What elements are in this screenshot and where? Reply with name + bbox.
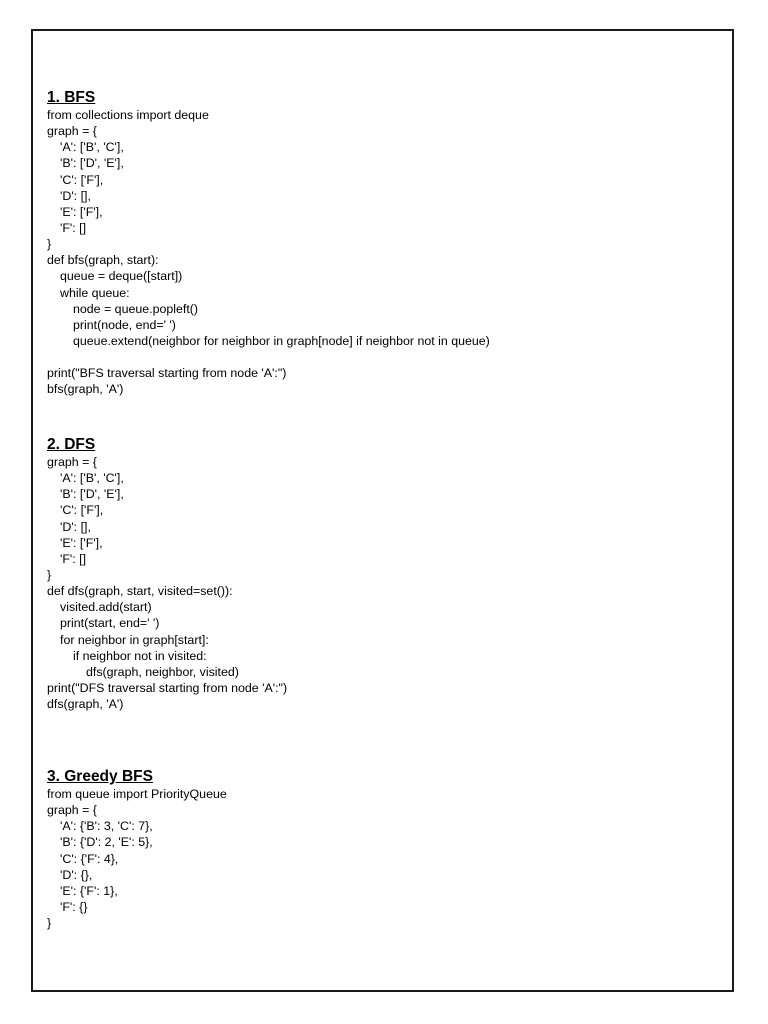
code-line: 'E': ['F'],: [60, 204, 103, 219]
dfs-code-block: [47, 454, 727, 712]
code-line: dfs(graph, 'A'): [47, 697, 124, 712]
bfs-section: [47, 89, 727, 398]
code-line: dfs(graph, neighbor, visited): [86, 664, 239, 679]
bfs-heading: 1. BFS: [47, 89, 96, 106]
code-line: queue.extend(neighbor for neighbor in graph[node] if neighbor not in queue): [73, 333, 490, 348]
code-line: [47, 349, 727, 365]
bfs-code-block: [47, 107, 727, 398]
code-line: 'F': []: [60, 220, 87, 235]
code-line: 'D': [],: [60, 519, 91, 534]
code-line: from queue import PriorityQueue: [47, 787, 227, 801]
code-line: }: [47, 237, 52, 252]
code-line: print(node, end=' '): [73, 317, 176, 332]
code-line: print("DFS traversal starting from node 'A':"): [47, 680, 288, 695]
greedy-bfs-code-block: [47, 786, 727, 931]
code-line: 'B': ['D', 'E'],: [60, 487, 124, 502]
code-line: print("BFS traversal starting from node 'A':"): [47, 366, 287, 381]
code-line: print(start, end=' '): [60, 616, 160, 631]
dfs-section: [47, 436, 727, 712]
code-line: 'C': {'F': 4},: [60, 851, 119, 866]
code-line: 'C': ['F'],: [60, 172, 104, 187]
code-line: 'D': [],: [60, 188, 91, 203]
code-line: for neighbor in graph[start]:: [60, 632, 209, 647]
greedy-bfs-heading: 3. Greedy BFS: [47, 768, 153, 785]
code-line: 'E': {'F': 1},: [60, 883, 118, 898]
code-line: def bfs(graph, start):: [47, 253, 159, 268]
code-line: 'E': ['F'],: [60, 535, 103, 550]
code-line: 'A': ['B', 'C'],: [60, 140, 124, 155]
code-line: queue = deque([start]): [60, 269, 183, 284]
code-line: bfs(graph, 'A'): [47, 382, 124, 397]
code-line: while queue:: [60, 285, 130, 300]
code-line: 'C': ['F'],: [60, 503, 104, 518]
code-line: graph = {: [47, 803, 97, 818]
dfs-heading: 2. DFS: [47, 436, 96, 453]
code-line: def dfs(graph, start, visited=set()):: [47, 584, 233, 599]
code-line: if neighbor not in visited:: [73, 648, 207, 663]
code-line: 'B': ['D', 'E'],: [60, 156, 124, 171]
code-line: }: [47, 916, 52, 931]
code-line: }: [47, 567, 52, 582]
code-line: 'A': ['B', 'C'],: [60, 471, 124, 486]
greedy-bfs-section: [47, 768, 727, 931]
code-line: 'D': {},: [60, 867, 93, 882]
code-line: node = queue.popleft(): [73, 301, 199, 316]
code-line: visited.add(start): [60, 600, 152, 615]
code-line: 'F': []: [60, 551, 87, 566]
code-line: 'F': {}: [60, 899, 88, 914]
code-line: 'B': {'D': 2, 'E': 5},: [60, 835, 153, 850]
code-line: from collections import deque: [47, 108, 209, 122]
code-line: 'A': {'B': 3, 'C': 7},: [60, 819, 153, 834]
code-line: graph = {: [47, 455, 97, 469]
code-line: graph = {: [47, 124, 97, 139]
